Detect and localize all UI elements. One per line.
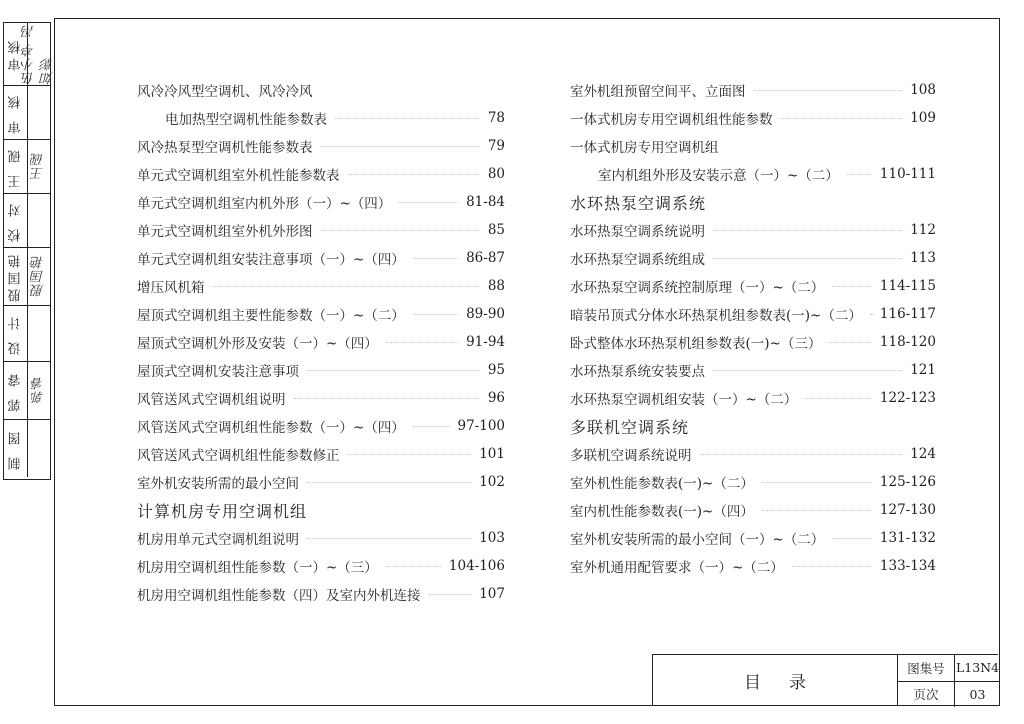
toc-leader-dots [713,369,902,371]
toc-leader-dots [307,481,471,483]
sidebar-cell [4,193,50,247]
toc-entry [570,384,936,412]
toc-leader-dots [348,453,472,455]
toc-entry-title: 水环热泵空调系统说明 [570,220,709,240]
toc-entry [137,104,505,132]
title-block [652,654,998,706]
toc-leader-dots [805,397,872,399]
toc-entry-title: 室内机性能参数表(一)~（四） [570,500,758,520]
toc-entry-page: 124 [906,446,936,462]
atlas-number-value: L13N4 [955,660,1000,676]
toc-entry [570,468,936,496]
toc-entry-page: 116-117 [876,306,936,322]
toc-entry-title: 暗装吊顶式分体水环热泵机组参数表(一)~（二） [570,304,866,324]
toc-leader-dots [294,397,480,399]
atlas-number-label: 图集号 [898,655,955,681]
toc-entry-page: 107 [475,586,505,602]
toc-entry [570,328,936,356]
toc-leader-dots [781,117,903,119]
toc-leader-dots [321,145,480,147]
toc-entry-title: 卧式整体水环热泵机组参数表(一)~（三） [570,332,825,352]
toc-entry [137,580,505,608]
toc-entry-page: 108 [906,82,936,98]
toc-entry [570,496,936,524]
toc-entry-page: 96 [484,390,505,406]
toc-entry [137,468,505,496]
sidebar-signature [28,306,50,361]
toc-leader-dots [754,89,903,91]
sidebar-role-label: 审核 [8,37,24,71]
toc-entry [570,104,936,132]
toc-entry-title: 室外机安装所需的最小空间 [137,472,303,492]
toc-entry-title: 水环热泵空调系统控制原理（一）~（二） [570,276,828,296]
toc-entry-title: 单元式空调机组室内机外形（一）~（四） [137,192,395,212]
toc-entry-title: 室外机安装所需的最小空间（一）~（二） [570,528,828,548]
toc-entry [570,524,936,552]
toc-entry-page: 78 [484,110,505,126]
toc-entry [137,160,505,188]
toc-entry [570,160,936,188]
toc-entry [570,244,936,272]
toc-entry-title: 增压风机箱 [137,276,209,296]
sidebar-signature: 殷国艳 [31,255,47,298]
toc-leader-dots [348,173,480,175]
sidebar-role-label: 郭 睿 [8,369,24,412]
toc-entry [137,384,505,412]
toc-leader-dots [762,481,872,483]
toc-entry-page: 97-100 [453,418,505,434]
toc-entry [137,356,505,384]
toc-entry-title: 风管送风式空调机组性能参数修正 [137,444,344,464]
toc-leader-dots [847,173,872,175]
toc-entry [137,132,505,160]
toc-entry [137,188,505,216]
toc-entry [137,412,505,440]
toc-leader-dots [713,229,902,231]
toc-entry-title: 室外机通用配管要求（一）~（二） [570,556,788,576]
sidebar-role-label: 殷国艳 [8,251,24,302]
toc-entry [570,356,936,384]
sidebar-signature: 王砚 [31,152,47,181]
toc-entry [570,76,936,104]
toc-entry-page: 103 [475,530,505,546]
toc-entry [570,272,936,300]
toc-leader-dots [413,425,450,427]
toc-leader-dots [832,285,872,287]
toc-leader-dots [213,285,480,287]
toc-entry-page: 118-120 [876,334,936,350]
toc-entry-title: 一体式机房专用空调机组性能参数 [570,108,777,128]
toc-entry-title: 多联机空调系统 [570,415,693,438]
toc-entry [137,524,505,552]
sidebar-cell [4,85,50,139]
toc-entry-title: 屋顶式空调机外形及安装（一）~（四） [137,332,382,352]
toc-entry-page: 86-87 [462,250,505,266]
toc-entry [137,216,505,244]
sidebar-cell [4,139,50,193]
sidebar-cell [4,419,50,477]
toc-leader-dots [762,509,872,511]
toc-entry [137,76,505,104]
sidebar-role-label: 校 对 [8,199,24,242]
toc-entry [137,300,505,328]
toc-entry-page: 121 [906,362,936,378]
toc-leader-dots [700,453,903,455]
toc-entry [137,328,505,356]
toc-entry-page: 91-94 [462,334,505,350]
sidebar-signature [28,86,50,139]
toc-leader-dots [307,369,480,371]
toc-entry [570,132,936,160]
title-block-title: 目录 [744,673,834,693]
toc-entry-page: 79 [484,138,505,154]
toc-leader-dots [832,537,872,539]
toc-entry-title: 室外机性能参数表(一)~（二） [570,472,758,492]
toc-entry [137,272,505,300]
toc-entry-page: 131-132 [876,530,936,546]
toc-entry-title: 风管送风式空调机组性能参数（一）~（四） [137,416,409,436]
toc-entry-page: 85 [484,222,505,238]
toc-left-column [137,76,505,608]
toc-entry-page: 104-106 [445,558,505,574]
toc-entry-page: 125-126 [876,474,936,490]
toc-entry [570,552,936,580]
toc-leader-dots [429,593,472,595]
toc-leader-dots [335,117,480,119]
toc-leader-dots [713,257,902,259]
sidebar-role-label: 王 砚 [8,145,24,188]
sidebar-signature: 伍小亭 冯如彰 [22,23,56,85]
sidebar-signature: 郭睿 [31,376,47,405]
toc-entry-page: 88 [484,278,505,294]
toc-entry-title: 单元式空调机组安装注意事项（一）~（四） [137,248,409,268]
approval-sidebar [3,22,56,480]
toc-leader-dots [386,341,458,343]
toc-entry-page: 113 [906,250,936,266]
page-number-row [898,681,1000,708]
toc-section-heading [570,412,936,440]
toc-entry-title: 室内机组外形及安装示意（一）~（二） [570,164,843,184]
sidebar-cell [4,305,50,361]
page-number-label: 页次 [898,682,955,708]
toc-entry-title: 机房用空调机组性能参数（四）及室内外机连接 [137,584,425,604]
toc-entry-page: 101 [475,446,505,462]
toc-entry [570,300,936,328]
toc-entry-title: 多联机空调系统说明 [570,444,696,464]
toc-entry-title: 计算机房专用空调机组 [137,499,311,522]
sidebar-role-label: 审 核 [8,91,24,134]
toc-leader-dots [792,565,872,567]
toc-entry-page: 80 [484,166,505,182]
toc-entry-title: 机房用单元式空调机组说明 [137,528,303,548]
toc-entry-title: 一体式机房专用空调机组 [570,136,723,156]
toc-entry-title: 水环热泵系统安装要点 [570,360,709,380]
toc-leader-dots [870,313,872,315]
sidebar-role-label: 制 图 [8,427,24,470]
toc-entry-title: 屋顶式空调机安装注意事项 [137,360,303,380]
toc-entry-title: 风冷热泵型空调机性能参数表 [137,136,317,156]
toc-entry-title: 屋顶式空调机组主要性能参数（一）~（二） [137,304,409,324]
toc-entry-page: 114-115 [876,278,936,294]
toc-entry-page: 133-134 [876,558,936,574]
toc-entry-page: 102 [475,474,505,490]
sidebar-cell [4,361,50,419]
toc-entry [137,244,505,272]
toc-entry [137,440,505,468]
toc-entry-title: 水环热泵空调机组安装（一）~（二） [570,388,801,408]
toc-right-column [570,76,936,580]
toc-entry-title: 风冷冷风型空调机、风冷冷风 [137,80,317,100]
atlas-number-row [898,655,1000,681]
toc-leader-dots [307,537,471,539]
toc-entry-title: 单元式空调机组室外机外形图 [137,220,317,240]
toc-leader-dots [413,257,458,259]
toc-leader-dots [413,313,458,315]
toc-entry [137,552,505,580]
toc-entry-title: 风管送风式空调机组说明 [137,388,290,408]
toc-leader-dots [386,565,441,567]
sidebar-role-label: 设 计 [8,312,24,355]
sidebar-cell [4,23,56,85]
sidebar-signature [28,420,50,477]
toc-entry-page: 109 [906,110,936,126]
page-number-value: 03 [969,686,986,702]
toc-entry-page: 89-90 [462,306,505,322]
toc-entry-page: 110-111 [876,166,936,182]
toc-leader-dots [829,341,872,343]
sidebar-signature [28,194,50,247]
toc-entry-page: 95 [484,362,505,378]
toc-entry-page: 122-123 [876,390,936,406]
toc-entry [570,216,936,244]
toc-entry-page: 127-130 [876,502,936,518]
toc-entry-title: 水环热泵空调系统 [570,191,710,214]
sidebar-cell [4,247,50,305]
title-block-grid [897,655,1000,706]
toc-section-heading [137,496,505,524]
toc-entry [570,440,936,468]
toc-entry-title: 机房用空调机组性能参数（一）~（三） [137,556,382,576]
toc-leader-dots [321,229,480,231]
toc-entry-title: 室外机组预留空间平、立面图 [570,80,750,100]
toc-leader-dots [399,201,458,203]
toc-entry-title: 电加热型空调机性能参数表 [137,108,331,128]
toc-entry-title: 单元式空调机组室外机性能参数表 [137,164,344,184]
toc-entry-title: 水环热泵空调系统组成 [570,248,709,268]
toc-entry-page: 81-84 [462,194,505,210]
toc-section-heading [570,188,936,216]
toc-entry-page: 112 [906,222,936,238]
